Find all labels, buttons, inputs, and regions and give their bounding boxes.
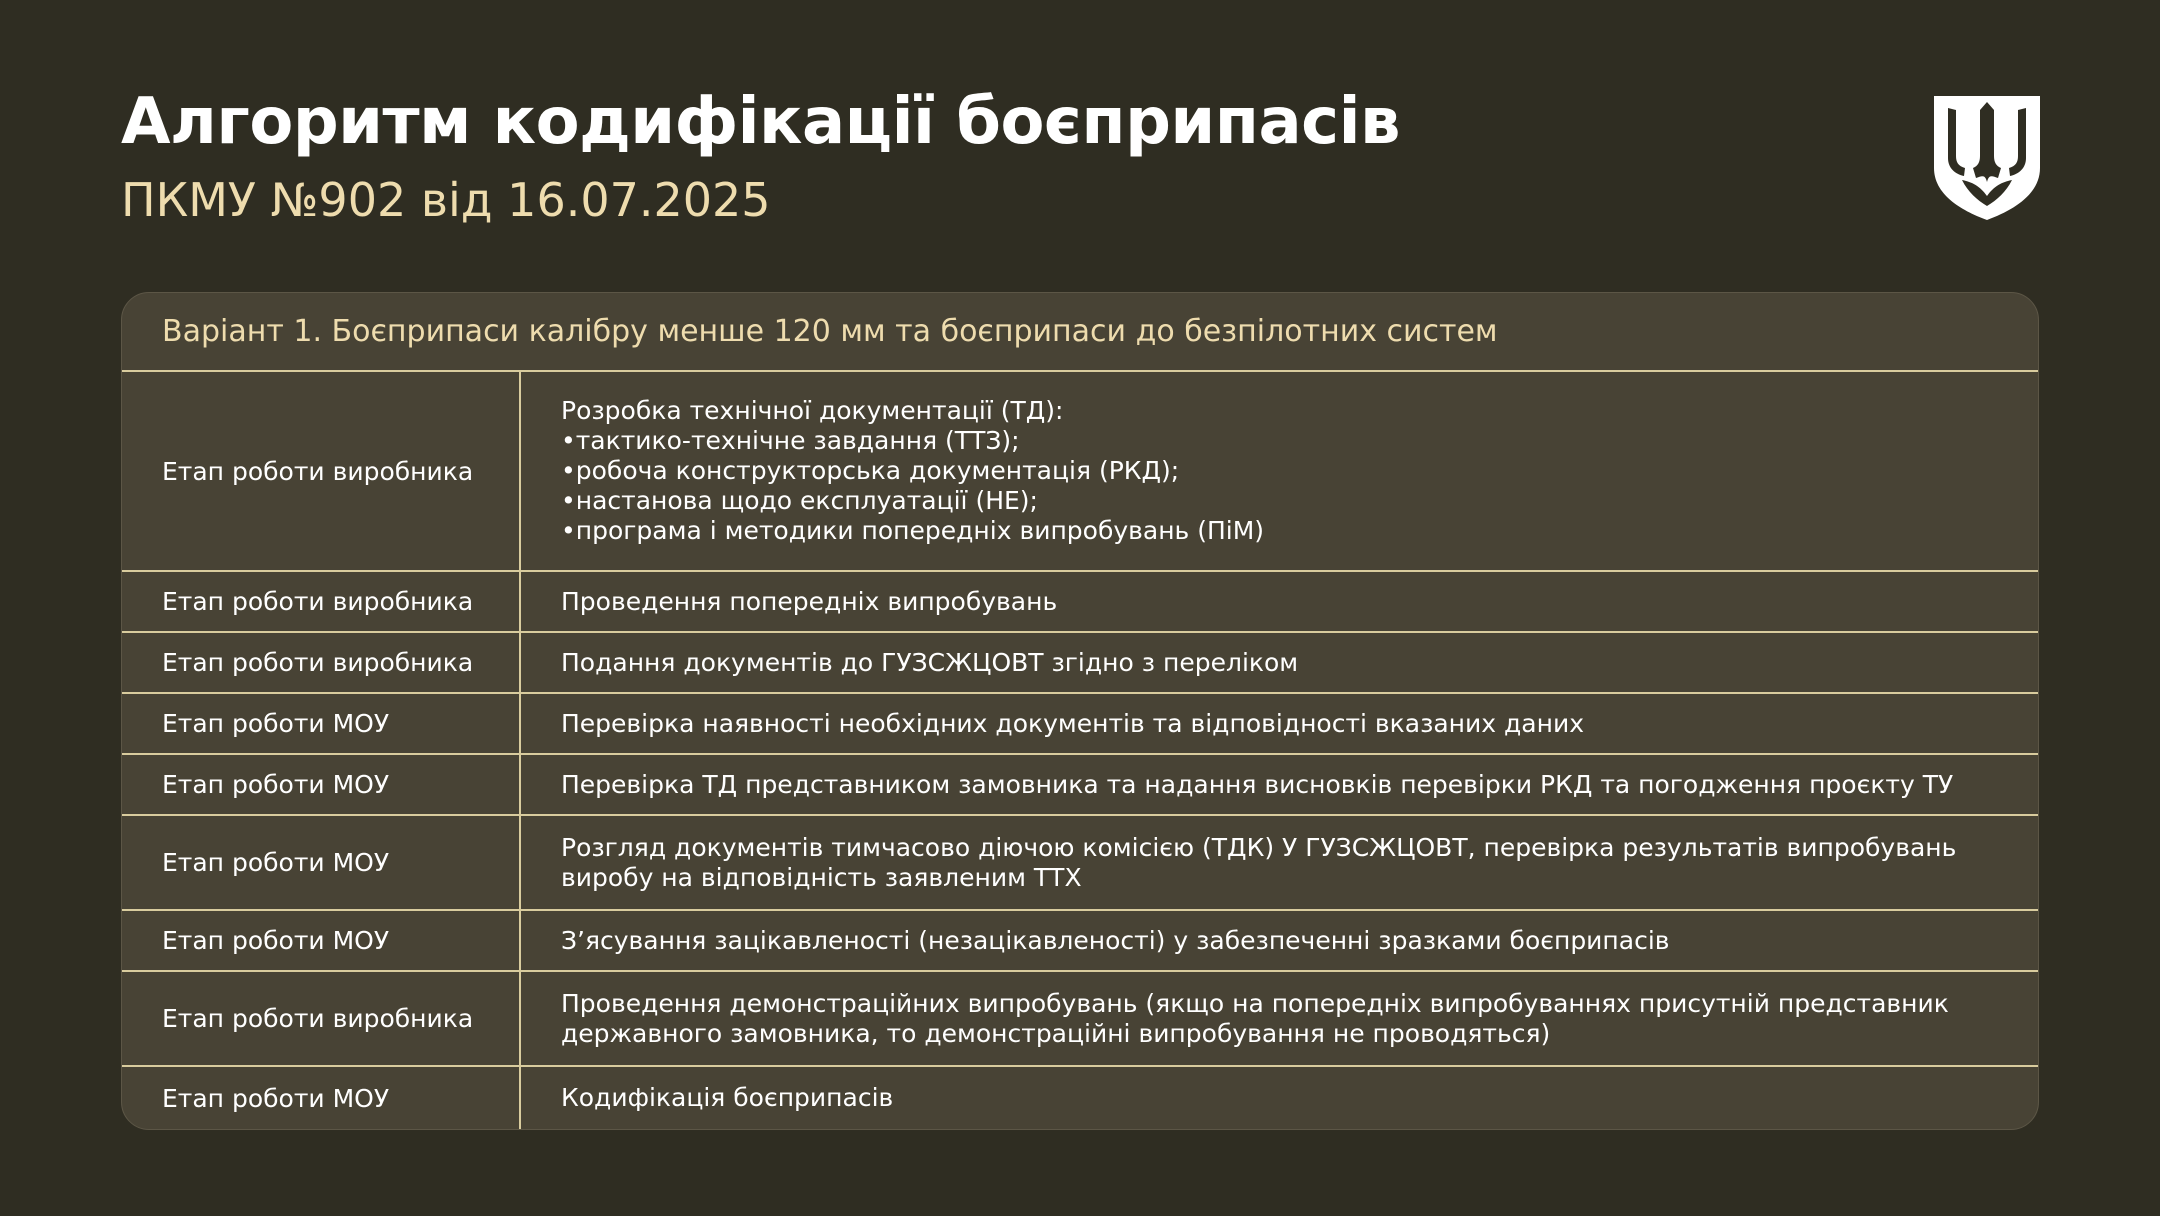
page-subtitle: ПКМУ №902 від 16.07.2025 <box>121 173 771 227</box>
table-row <box>122 1067 2038 1129</box>
table-row <box>122 755 2038 816</box>
table-row <box>122 972 2038 1067</box>
description-line: Розробка технічної документації (ТД): <box>561 396 1064 425</box>
stage-cell: Етап роботи МОУ <box>122 1067 521 1129</box>
page-title: Алгоритм кодифікації боєприпасів <box>121 85 1400 159</box>
description-line: Подання документів до ГУЗСЖЦОВТ згідно з переліком <box>561 647 1299 677</box>
description-cell <box>521 755 2038 814</box>
description-line: •тактико-технічне завдання (ТТЗ); <box>561 426 1020 455</box>
tryzub-shield-icon <box>1934 96 2040 220</box>
stage-cell: Етап роботи виробника <box>122 372 521 570</box>
stage-cell: Етап роботи МОУ <box>122 816 521 909</box>
stage-cell: Етап роботи МОУ <box>122 911 521 970</box>
description-line: Проведення демонстраційних випробувань (якщо на попередніх випробуваннях присутній представник <box>561 988 1949 1018</box>
description-line: Перевірка наявності необхідних документів та відповідності вказаних даних <box>561 708 1585 738</box>
stage-cell: Етап роботи МОУ <box>122 755 521 814</box>
stage-cell: Етап роботи МОУ <box>122 694 521 753</box>
table-row <box>122 816 2038 911</box>
description-line: виробу на відповідність заявленим ТТХ <box>561 862 1082 892</box>
stage-cell: Етап роботи виробника <box>122 972 521 1065</box>
description-line: •програма і методики попередніх випробувань (ПіМ) <box>561 516 1265 545</box>
stage-cell: Етап роботи виробника <box>122 633 521 692</box>
description-cell <box>521 816 2038 909</box>
description-cell <box>521 911 2038 970</box>
description-cell <box>521 972 2038 1065</box>
description-cell <box>521 572 2038 631</box>
description-line: •робоча конструкторська документація (РКД); <box>561 456 1180 485</box>
description-line: Перевірка ТД представником замовника та надання висновків перевірки РКД та погодження проєкту ТУ <box>561 769 1954 799</box>
codification-table <box>121 292 2039 1130</box>
stage-cell: Етап роботи виробника <box>122 572 521 631</box>
description-line: державного замовника, то демонстраційні випробування не проводяться) <box>561 1018 1551 1048</box>
table-row <box>122 372 2038 572</box>
description-line: •настанова щодо експлуатації (НЕ); <box>561 486 1038 515</box>
table-row <box>122 911 2038 972</box>
table-row <box>122 694 2038 755</box>
description-cell <box>521 633 2038 692</box>
description-cell <box>521 1067 2038 1129</box>
table-caption: Варіант 1. Боєприпаси калібру менше 120 мм та боєприпаси до безпілотних систем <box>122 293 2038 372</box>
description-cell <box>521 694 2038 753</box>
description-cell <box>521 372 2038 570</box>
description-line: З’ясування зацікавленості (незацікавленості) у забезпеченні зразками боєприпасів <box>561 925 1670 955</box>
description-line: Розгляд документів тимчасово діючою комісією (ТДК) У ГУЗСЖЦОВТ, перевірка результатів випробувань <box>561 832 1957 862</box>
table-row <box>122 572 2038 633</box>
description-line: Кодифікація боєприпасів <box>561 1083 894 1112</box>
table-row <box>122 633 2038 694</box>
description-line: Проведення попередніх випробувань <box>561 586 1058 616</box>
